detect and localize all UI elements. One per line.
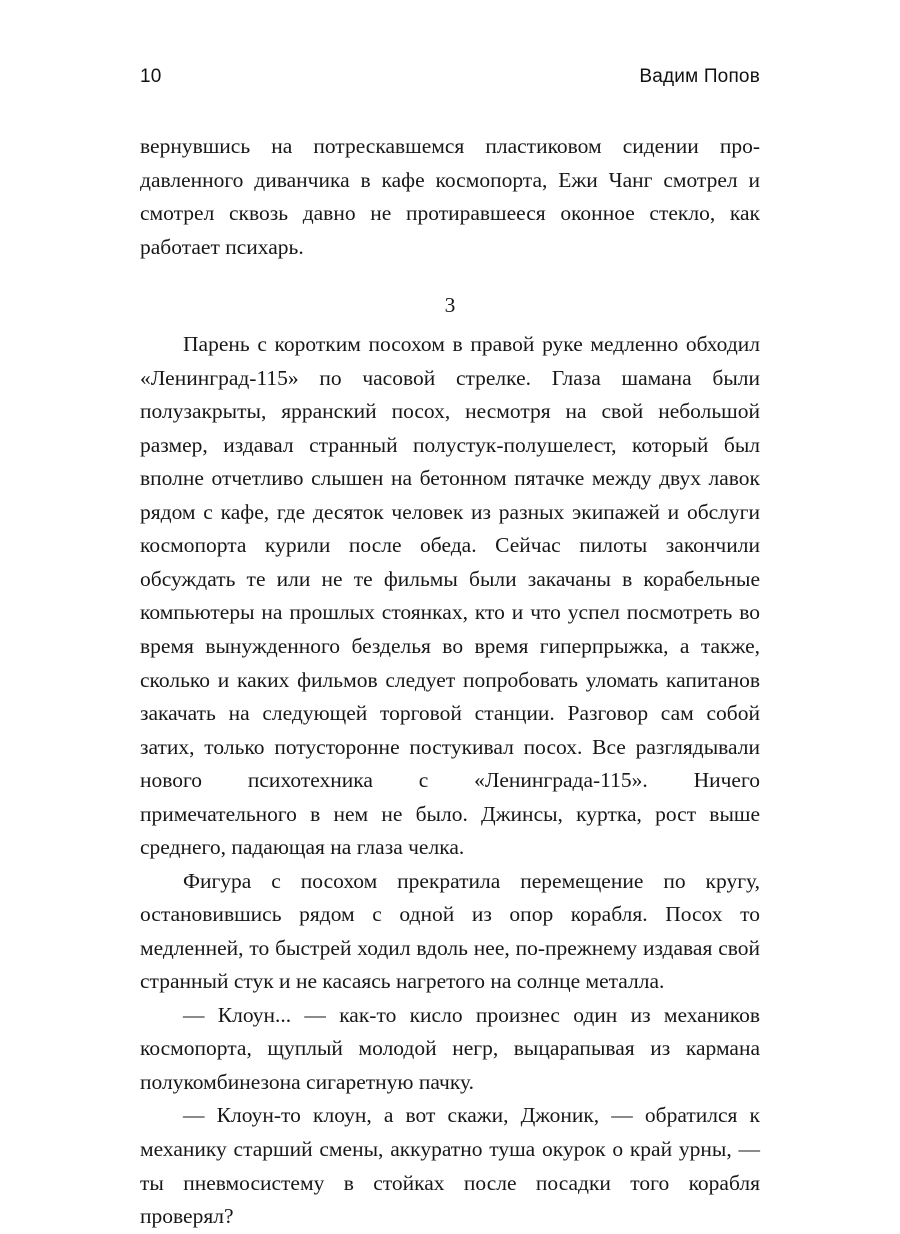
page-number: 10 xyxy=(140,66,162,87)
page-body xyxy=(140,130,760,1234)
section-number: 3 xyxy=(444,293,456,318)
running-head xyxy=(140,66,760,88)
paragraph: Парень с коротким посохом в правой руке медленно обходил «Ленинград-115» по часовой стрелке. Глаза шамана были полузакрыты, ярранский посох, несмотря на свой небольшой размер, издавал странный полустук-полушелест, который был вполне отчетливо слышен на бетонном пятачке между двух лавок рядом с кафе, где десяток человек из разных экипажей и обслуги космопорта курили после обеда. Сейчас пилоты закончили обсуждать те или не те фильмы были закачаны в корабельные компьютеры на прошлых стоянках, кто и что успел посмотреть во время вынужденного безделья во время гиперпрыжка, а также, сколько и каких фильмов следует попробовать уломать капитанов закачать на следующей торговой станции. Разговор сам собой затих, только потусторонне постукивал посох. Все разглядывали нового психотехника с «Ленинграда-115». Ничего примечательного в нем не было. Джинсы, куртка, рост выше среднего, падающая на глаза челка. xyxy=(140,332,760,860)
paragraph: — Клоун-то клоун, а вот скажи, Джоник, — обратился к механику старший смены, аккуратно туша окурок о край урны, — ты пневмосистему в стойках после посадки того корабля проверял? xyxy=(140,1103,760,1229)
paragraph-continued: вернувшись на потрескавшемся пластиковом сидении продавленного диванчика в кафе космопорта, Ежи Чанг смотрел и смотрел сквозь давно не протиравшееся оконное стекло, как работает психарь. xyxy=(140,134,760,259)
author-name: Вадим Попов xyxy=(639,66,760,87)
paragraph: Фигура с посохом прекратила перемещение по кругу, остановившись рядом с одной из опор корабля. Посох то медленней, то быстрей ходил вдоль нее, по-прежнему издавая свой странный стук и не касаясь нагретого на солнце металла. xyxy=(140,868,760,994)
paragraph: — Клоун... — как-то кисло произнес один из механиков космопорта, щуплый молодой негр, выцарапывая из кармана полукомбинезона сигаретную пачку. xyxy=(140,1002,760,1094)
